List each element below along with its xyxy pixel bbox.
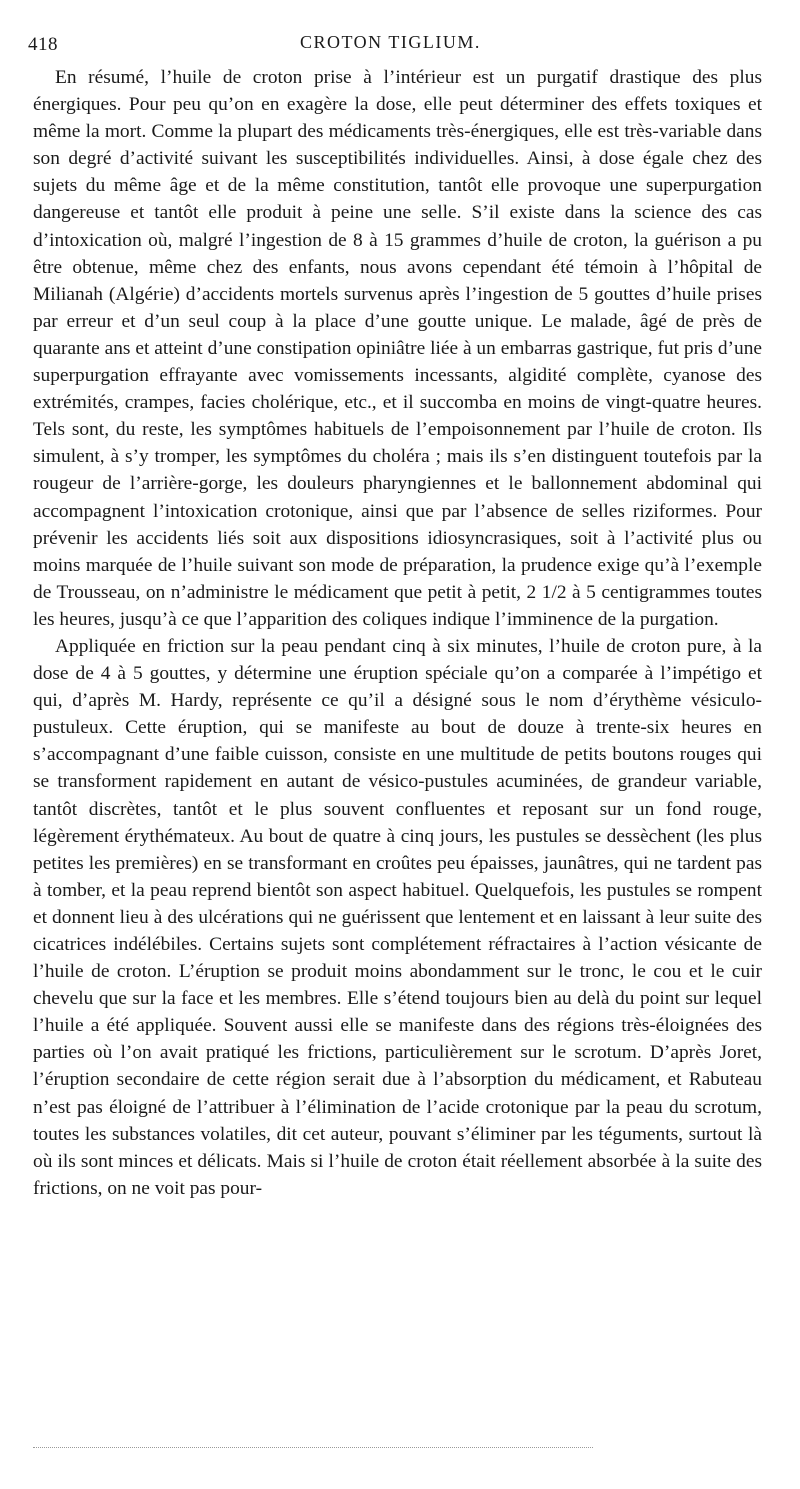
footer-rule	[33, 1447, 593, 1448]
paragraph-summary: En résumé, l’huile de croton prise à l’intérieur est un purgatif drastique des plus énergiques. Pour peu qu’on en exagère la dose, elle peut déterminer des effets toxiques et même la mort. Comme la plupart des médicaments très-énergiques, elle est très-variable dans son degré d’activité suivant les susceptibilités individuelles. Ainsi, à dose égale chez des sujets du même âge et de la même constitution, tantôt elle provoque une superpurgation dangereuse et tantôt elle produit à peine une selle. S’il existe dans la science des cas d’intoxication où, malgré l’ingestion de 8 à 15 grammes d’huile de croton, la guérison a pu être obtenue, même chez des enfants, nous avons cependant été témoin à l’hôpital de Milianah (Algérie) d’accidents mortels survenus après l’ingestion de 5 gouttes d’huile prises par erreur et d’un seul coup à la place d’une goutte unique. Le malade, âgé de près de quarante ans et atteint d’une constipation opiniâtre liée à un embarras gastrique, fut pris d’une superpurgation effrayante avec vomissements incessants, algidité complète, cyanose des extrémités, crampes, facies cholérique, etc., et il succomba en moins de vingt-quatre heures. Tels sont, du reste, les symptômes habituels de l’empoisonnement par l’huile de croton. Ils simulent, à s’y tromper, les symptômes du choléra ; mais ils s’en distinguent toutefois par la rougeur de l’arrière-gorge, les douleurs pharyngiennes et le ballonnement abdominal qui accompagnent l’intoxication crotonique, ainsi que par l’absence de selles riziformes. Pour prévenir les accidents liés soit aux dispositions idiosyncrasiques, soit à l’activité plus ou moins marquée de l’huile suivant son mode de préparation, la prudence exige qu’à l’exemple de Trousseau, on n’administre le médicament que petit à petit, 2 1/2 à 5 centigrammes toutes les heures, jusqu’à ce que l’apparition des coliques indique l’imminence de la purgation.	[33, 67, 762, 630]
body-text	[33, 64, 762, 1202]
paragraph-friction: Appliquée en friction sur la peau pendant cinq à six minutes, l’huile de croton pure, à la dose de 4 à 5 gouttes, y détermine une éruption spéciale qu’on a comparée à l’impétigo et qui, d’après M. Hardy, représente ce qu’il a désigné sous le nom d’érythème vésiculo-pustuleux. Cette éruption, qui se manifeste au bout de douze à trente-six heures en s’accompagnant d’une faible cuisson, consiste en une multitude de petits boutons rouges qui se transforment rapidement en autant de vésico-pustules acuminées, de grandeur variable, tantôt discrètes, tantôt et le plus souvent confluentes et reposant sur un fond rouge, légèrement érythémateux. Au bout de quatre à cinq jours, les pustules se dessèchent (les plus petites les premières) en se transformant en croûtes peu épaisses, jaunâtres, qui ne tardent pas à tomber, et la peau reprend bientôt son aspect habituel. Quelquefois, les pustules se rompent et donnent lieu à des ulcérations qui ne guérissent que lentement et en laissant à leur suite des cicatrices indélébiles. Certains sujets sont complétement réfractaires à l’action vésicante de l’huile de croton. L’éruption se produit moins abondamment sur le tronc, le cou et le cuir chevelu que sur la face et les membres. Elle s’étend toujours bien au delà du point sur lequel l’huile a été appliquée. Souvent aussi elle se manifeste dans des régions très-éloignées des parties où l’on avait pratiqué les frictions, particulièrement sur le scrotum. D’après Joret, l’éruption secondaire de cette région serait due à l’absorption du médicament, et Rabuteau n’est pas éloigné de l’attribuer à l’élimination de l’acide crotonique par la peau du scrotum, toutes les substances volatiles, dit cet auteur, pouvant s’éliminer par les téguments, surtout là où ils sont minces et délicats. Mais si l’huile de croton était réellement absorbée à la suite des frictions, on ne voit pas pour-	[33, 635, 762, 1199]
page-number: 418	[28, 34, 58, 55]
running-title: CROTON TIGLIUM.	[300, 32, 481, 52]
